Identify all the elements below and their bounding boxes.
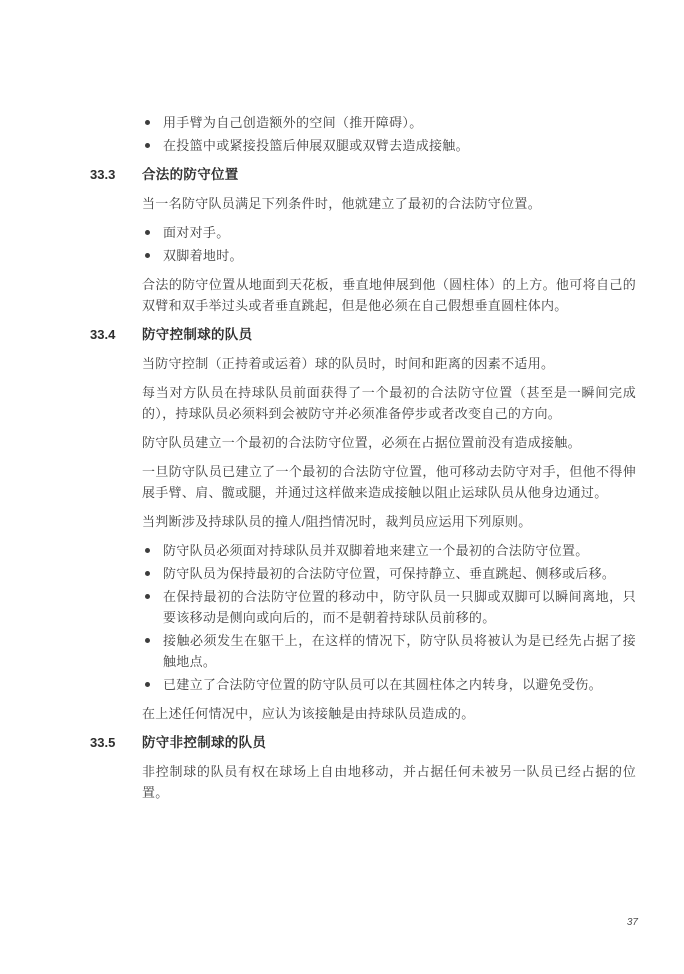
- paragraph: 防守队员建立一个最初的合法防守位置，必须在占据位置前没有造成接触。: [142, 435, 581, 450]
- bullet-text: 双脚着地时。: [163, 248, 243, 263]
- section-number: 33.4: [90, 327, 116, 342]
- bullet-text: 在投篮中或紧接投篮后伸展双腿或双臂去造成接触。: [163, 138, 469, 153]
- bullet-icon: [145, 253, 150, 258]
- bullet-item: [142, 135, 636, 156]
- section-heading: [90, 324, 636, 345]
- bullet-item: [142, 222, 636, 243]
- bullet-icon: [145, 143, 150, 148]
- bullet-icon: [145, 638, 150, 643]
- bullet-icon: [145, 548, 150, 553]
- bullet-text: 防守队员为保持最初的合法防守位置，可保持静立、垂直跳起、侧移或后移。: [163, 566, 616, 581]
- bullet-item: [142, 674, 636, 695]
- paragraph: 当一名防守队员满足下列条件时，他就建立了最初的合法防守位置。: [142, 196, 542, 211]
- bullet-text: 已建立了合法防守位置的防守队员可以在其圆柱体之内转身，以避免受伤。: [163, 677, 602, 692]
- paragraph: 当防守控制（正持着或运着）球的队员时，时间和距离的因素不适用。: [142, 356, 555, 371]
- paragraph: 在上述任何情况中，应认为该接触是由持球队员造成的。: [142, 706, 475, 721]
- paragraph: 一旦防守队员已建立了一个最初的合法防守位置，他可移动去防守对手，但他不得伸展手臂、肩、髋或腿，并通过这样做来造成接触以阻止运球队员从他身边通过。: [142, 464, 636, 500]
- section-33-3: [90, 164, 636, 316]
- paragraph: 非控制球的队员有权在球场上自由地移动，并占据任何未被另一队员已经占据的位置。: [142, 764, 636, 800]
- paragraph: 合法的防守位置从地面到天花板，垂直地伸展到他（圆柱体）的上方。他可将自己的双臂和双手举过头或者垂直跳起，但是他必须在自己假想垂直圆柱体内。: [142, 277, 636, 313]
- paragraph: 当判断涉及持球队员的撞人/阻挡情况时，裁判员应运用下列原则。: [142, 514, 532, 529]
- bullet-text: 面对对手。: [163, 225, 230, 240]
- paragraph: 每当对方队员在持球队员前面获得了一个最初的合法防守位置（甚至是一瞬间完成的），持球队员必须料到会被防守并必须准备停步或者改变自己的方向。: [142, 385, 636, 421]
- bullet-list: [142, 222, 636, 266]
- bullet-icon: [145, 571, 150, 576]
- bullet-item: [142, 630, 636, 672]
- section-title: 防守控制球的队员: [142, 327, 253, 342]
- bullet-text: 防守队员必须面对持球队员并双脚着地来建立一个最初的合法防守位置。: [163, 543, 589, 558]
- section-33-4: [90, 324, 636, 724]
- bullet-item: [142, 245, 636, 266]
- bullet-item: [142, 586, 636, 628]
- section-heading: [90, 732, 636, 753]
- bullet-item: [142, 563, 636, 584]
- bullet-text: 在保持最初的合法防守位置的移动中，防守队员一只脚或双脚可以瞬间离地，只要该移动是侧向或向后的，而不是朝着持球队员前移的。: [163, 589, 636, 625]
- bullet-list: [142, 540, 636, 695]
- bullet-text: 接触必须发生在躯干上，在这样的情况下，防守队员将被认为是已经先占据了接触地点。: [163, 633, 636, 669]
- section-title: 合法的防守位置: [142, 167, 239, 182]
- section-33-5: [90, 732, 636, 803]
- section-heading: [90, 164, 636, 185]
- bullet-icon: [145, 120, 150, 125]
- bullet-icon: [145, 682, 150, 687]
- intro-bullet-list: [142, 112, 636, 156]
- page-content: [90, 104, 636, 811]
- bullet-text: 用手臂为自己创造额外的空间（推开障碍）。: [163, 115, 423, 130]
- page-number: 37: [626, 917, 638, 928]
- section-number: 33.5: [90, 735, 116, 750]
- section-title: 防守非控制球的队员: [142, 735, 267, 750]
- section-number: 33.3: [90, 167, 116, 182]
- bullet-item: [142, 112, 636, 133]
- bullet-item: [142, 540, 636, 561]
- bullet-icon: [145, 594, 150, 599]
- bullet-icon: [145, 230, 150, 235]
